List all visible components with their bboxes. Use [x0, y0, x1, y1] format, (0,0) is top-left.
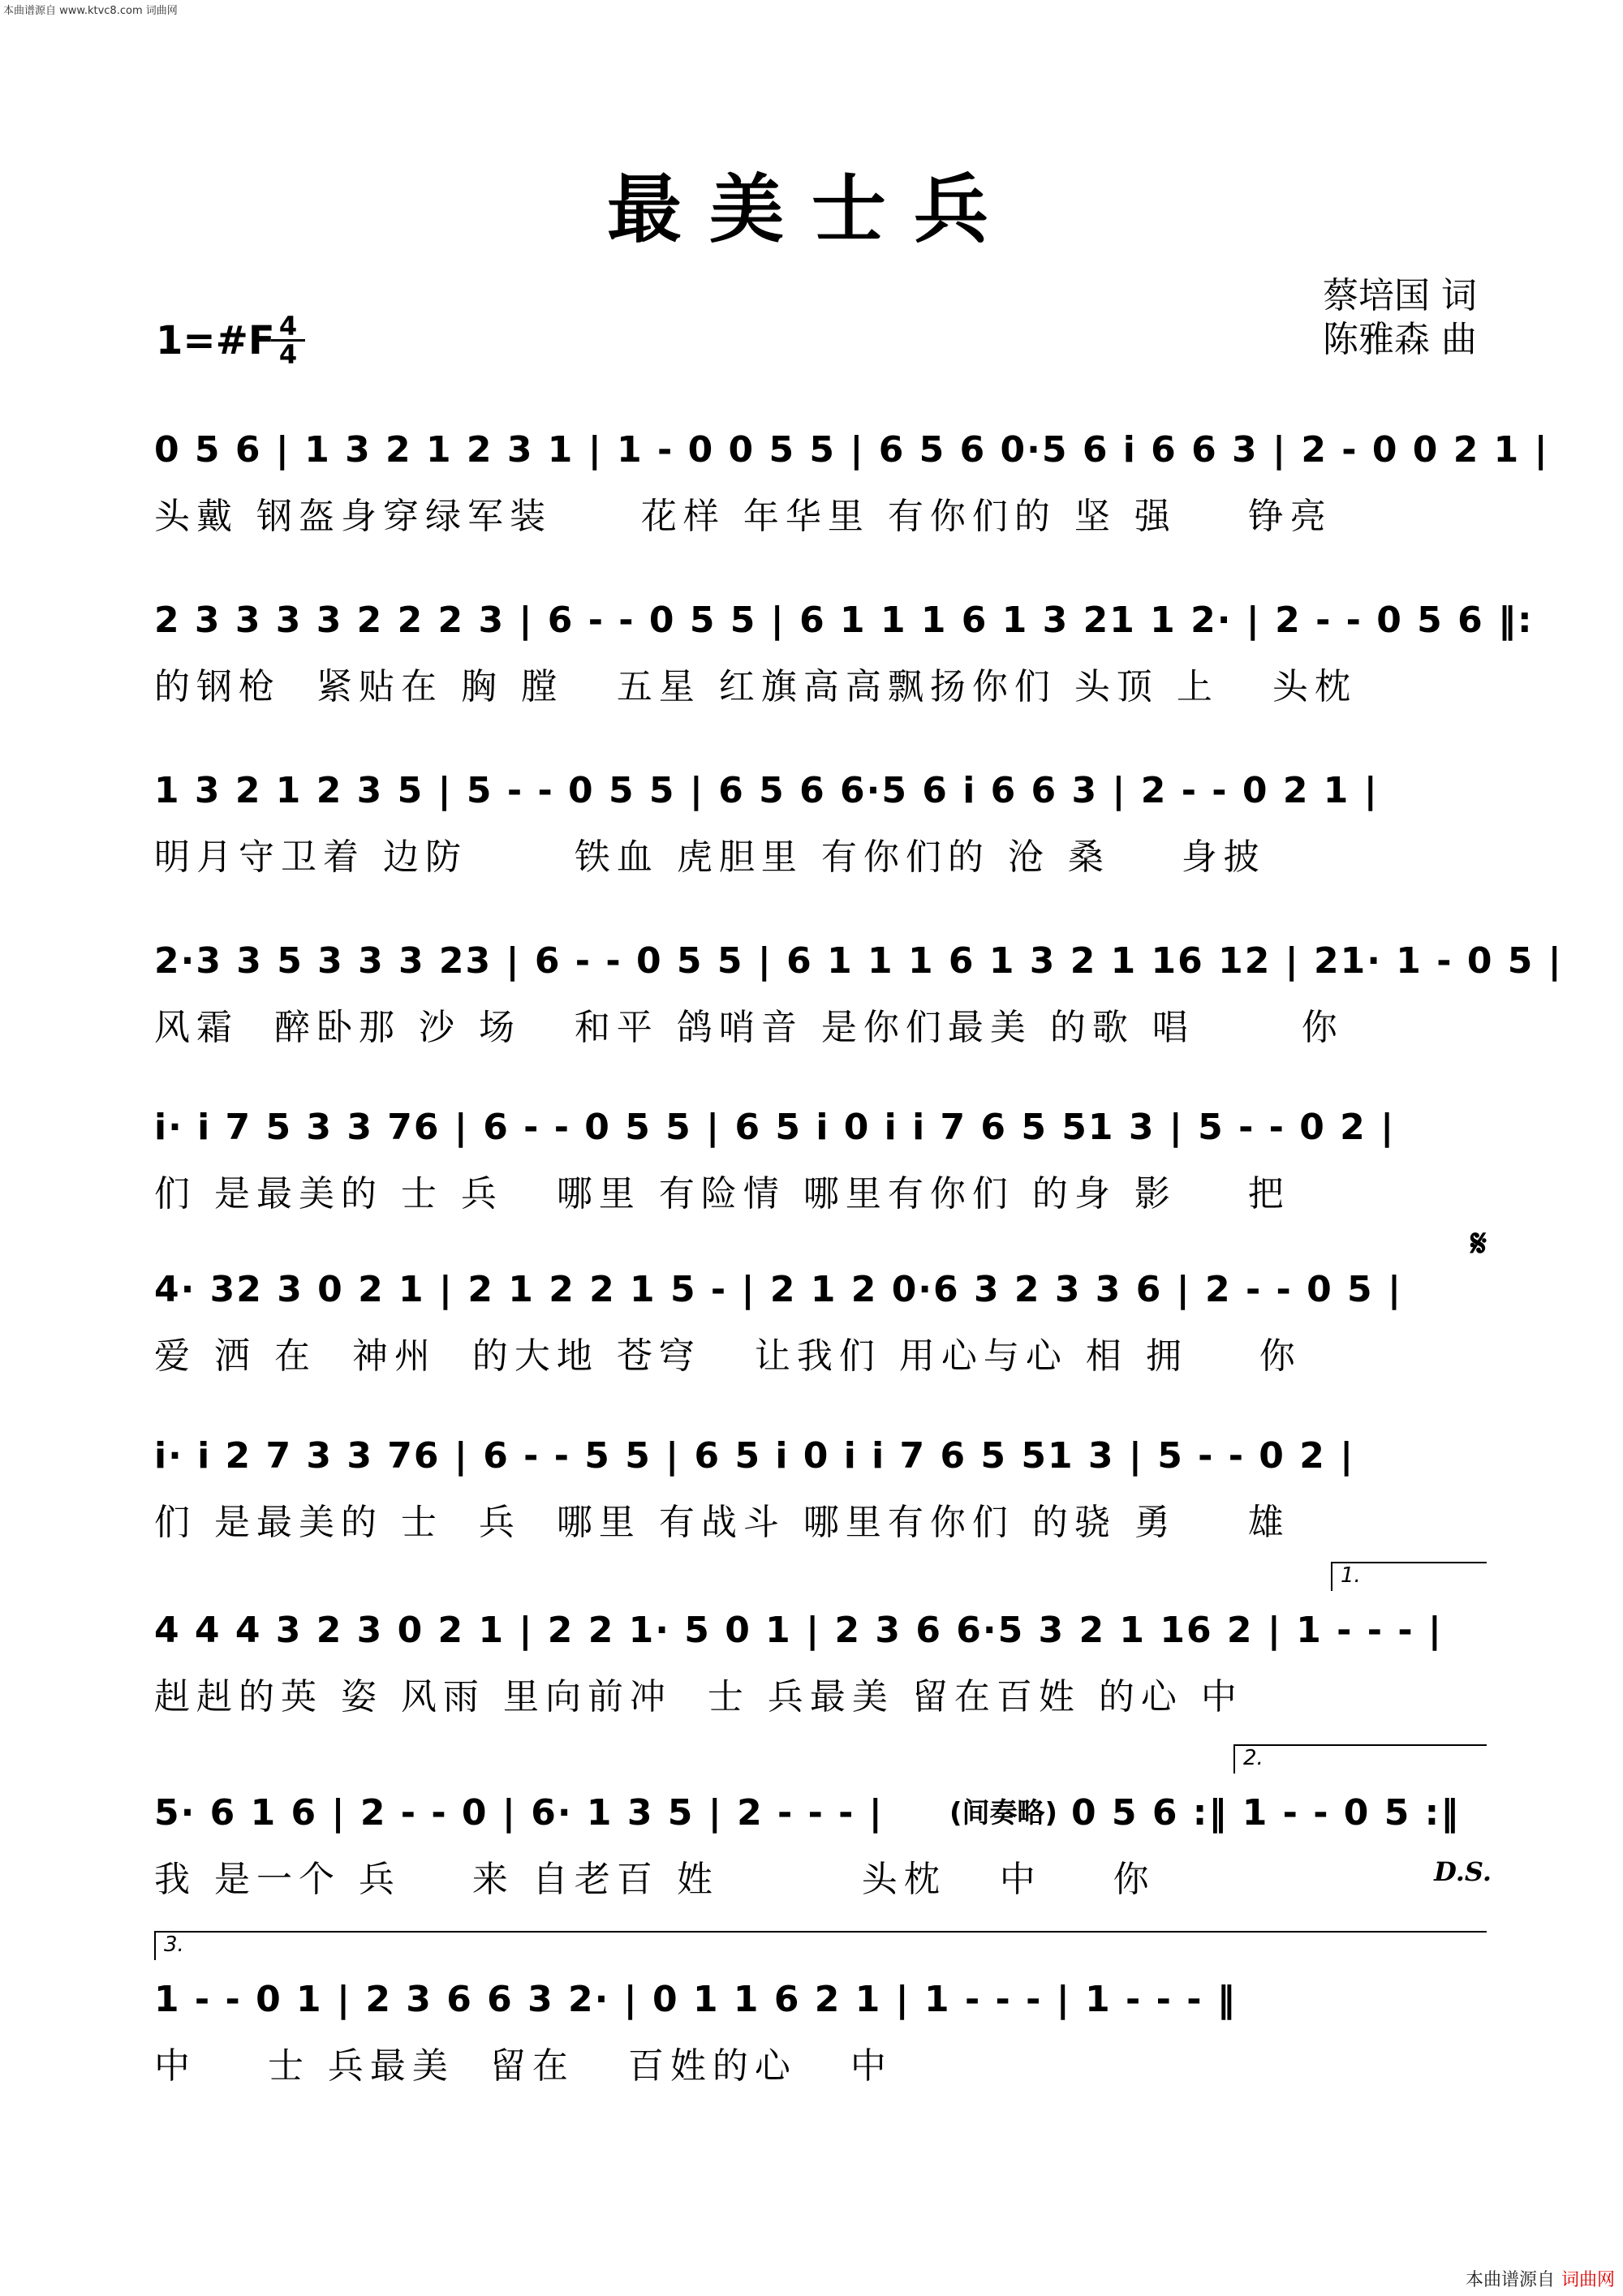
bottom-watermark [1466, 2266, 1615, 2291]
lyrics-line: 们 是最美的 士 兵 哪里 有战斗 哪里有你们 的骁 勇 雄 [154, 1502, 1290, 1543]
staff-system-3 [0, 755, 1623, 917]
segno-sign: 𝄋 [1470, 1221, 1487, 1265]
staff-system-2 [0, 584, 1623, 746]
notation-line: i· i 2 7 3 3 76 | 6 - - 5 5 | 6 5 i 0 i i 7 6 5 51 3 | 5 - - 0 2 | [154, 1435, 1355, 1477]
notation-line: 1 - - 0 1 | 2 3 6 6 3 2· | 0 1 1 6 2 1 | 1 - - - | 1 - - - ‖ [154, 1979, 1237, 2020]
volta-2: 2. [1233, 1744, 1487, 1774]
lyrics-line: 明月守卫着 边防 铁血 虎胆里 有你们的 沧 桑 身披 [154, 836, 1266, 878]
volta-3: 3. [154, 1931, 1487, 1960]
lyrics-line: 们 是最美的 士 兵 哪里 有险情 哪里有你们 的身 影 把 [154, 1173, 1290, 1215]
staff-system-8 [0, 1563, 1623, 1756]
staff-system-7 [0, 1420, 1623, 1582]
composer: 陈雅森 曲 [1323, 319, 1477, 360]
lyrics-line: 我 是一个 兵 来 自老百 姓 头枕 中 你 [154, 1859, 1156, 1900]
top-watermark: 本曲谱源自 www.ktvc8.com 词曲网 [3, 5, 178, 17]
credits [1323, 274, 1477, 362]
staff-system-4 [0, 925, 1623, 1087]
notation-line: 1 3 2 1 2 3 5 | 5 - - 0 5 5 | 6 5 6 6·5 6 i 6 6 3 | 2 - - 0 2 1 | [154, 770, 1379, 811]
lyrics-line: 的钢枪 紧贴在 胸 膛 五星 红旗高高飘扬你们 头顶 上 头枕 [154, 666, 1357, 707]
lyrics-line: 赳赳的英 姿 风雨 里向前冲 士 兵最美 留在百姓 的心 中 [154, 1676, 1243, 1718]
staff-system-5 [0, 1091, 1623, 1253]
watermark-site: 词曲网 [1561, 2270, 1615, 2290]
song-title: 最美士兵 [606, 166, 1016, 253]
notation-line: 4 4 4 3 2 3 0 2 1 | 2 2 1· 5 0 1 | 2 3 6 6·5 3 2 1 16 2 | 1 - - - | [154, 1610, 1443, 1651]
lyricist: 蔡培国 词 [1323, 275, 1477, 316]
interlude-note: (间奏略) [949, 1797, 1058, 1829]
time-sig-bottom: 4 [278, 339, 298, 370]
staff-system-1 [0, 414, 1623, 576]
lyrics-line: 爱 洒 在 神州 的大地 苍穹 让我们 用心与心 相 拥 你 [154, 1335, 1302, 1377]
notation-line: 5· 6 1 6 | 2 - - 0 | 6· 1 3 5 | 2 - - - | [154, 1792, 884, 1834]
notation-line-end: 0 5 6 :‖ 1 - - 0 5 :‖ [1071, 1792, 1461, 1834]
key-signature: 1=#F [156, 318, 275, 363]
staff-system-9 [0, 1746, 1623, 1939]
time-signature [271, 313, 305, 368]
watermark-source: 本曲谱源自 [1465, 2270, 1555, 2290]
lyrics-line: 中 士 兵最美 留在 百姓的心 中 [154, 2045, 893, 2087]
volta-1: 1. [1331, 1562, 1487, 1591]
lyrics-line: 头戴 钢盔身穿绿军装 花样 年华里 有你们的 坚 强 铮亮 [154, 496, 1332, 537]
dal-segno-mark: D.S. [1434, 1856, 1492, 1887]
staff-system-10 [0, 1933, 1623, 2126]
notation-line: i· i 7 5 3 3 76 | 6 - - 0 5 5 | 6 5 i 0 i i 7 6 5 51 3 | 5 - - 0 2 | [154, 1107, 1396, 1148]
time-sig-top: 4 [271, 313, 305, 342]
notation-line: 4· 32 3 0 2 1 | 2 1 2 2 1 5 - | 2 1 2 0·6 3 2 3 3 6 | 2 - - 0 5 | [154, 1269, 1403, 1310]
notation-line: 2·3 3 5 3 3 3 23 | 6 - - 0 5 5 | 6 1 1 1 6 1 3 2 1 16 12 | 21· 1 - 0 5 | [154, 940, 1563, 982]
notation-line: 0 5 6 | 1 3 2 1 2 3 1 | 1 - 0 0 5 5 | 6 5 6 0·5 6 i 6 6 3 | 2 - 0 0 2 1 | [154, 429, 1549, 471]
lyrics-line: 风霜 醉卧那 沙 场 和平 鸽哨音 是你们最美 的歌 唱 你 [154, 1007, 1344, 1048]
notation-line: 2 3 3 3 3 2 2 2 3 | 6 - - 0 5 5 | 6 1 1 1 6 1 3 21 1 2· | 2 - - 0 5 6 ‖: [154, 600, 1534, 641]
staff-system-6 [0, 1253, 1623, 1416]
